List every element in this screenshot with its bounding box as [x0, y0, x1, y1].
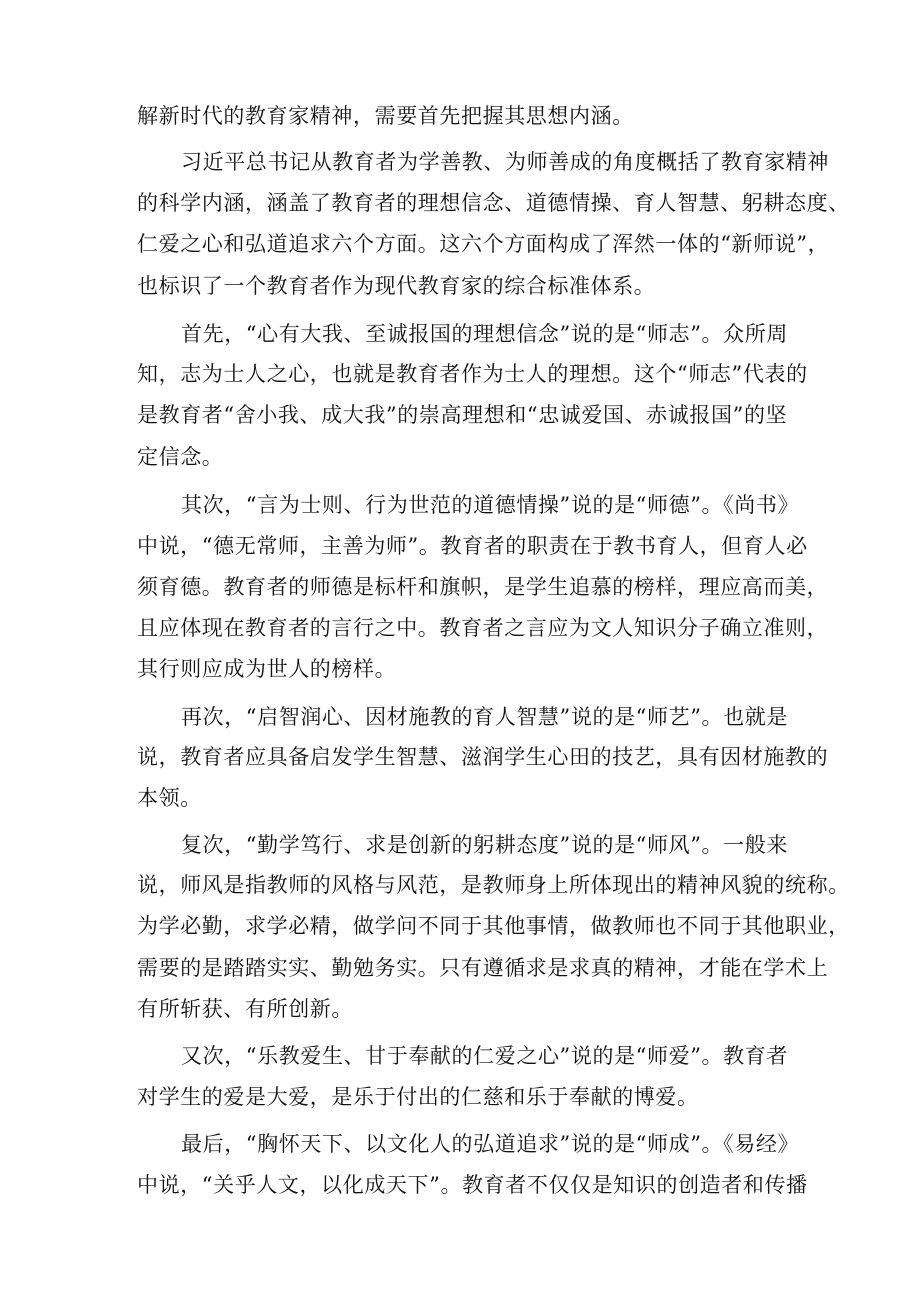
text-line: 为学必勤，求学必精，做学问不同于其他事情，做教师也不同于其他职业，	[137, 914, 850, 938]
text-line: 是教育者“舍小我、成大我”的崇高理想和“忠诚爱国、赤诚报国”的坚	[137, 403, 788, 427]
text-line: 复次，“勤学笃行、求是创新的躬耕态度”说的是“师风”。一般来	[181, 833, 788, 857]
text-line: 对学生的爱是大爱，是乐于付出的仁慈和乐于奉献的博爱。	[137, 1085, 699, 1109]
text-line: 仁爱之心和弘道追求六个方面。这六个方面构成了浑然一体的“新师说”，	[137, 232, 830, 256]
text-line: 说，教育者应具备启发学生智慧、滋润学生心田的技艺，具有因材施教的	[137, 745, 829, 769]
text-line: 其次，“言为士则、行为世范的道德情操”说的是“师德”。《尚书》	[181, 493, 800, 517]
text-line: 首先，“心有大我、至诚报国的理想信念”说的是“师志”。众所周	[181, 322, 788, 346]
text-line: 习近平总书记从教育者为学善教、为师善成的角度概括了教育家精神	[181, 150, 829, 174]
text-line: 须育德。教育者的师德是标杆和旗帜，是学生追慕的榜样，理应高而美，	[137, 575, 829, 599]
text-line: 其行则应成为世人的榜样。	[137, 657, 397, 681]
text-line: 中说，“关乎人文，以化成天下”。教育者不仅仅是知识的创造者和传播	[137, 1173, 808, 1197]
text-line: 解新时代的教育家精神，需要首先把握其思想内涵。	[137, 104, 634, 128]
text-line: 最后，“胸怀天下、以文化人的弘道追求”说的是“师成”。《易经》	[181, 1132, 800, 1156]
text-line: 定信念。	[137, 445, 224, 469]
text-line: 中说，“德无常师，主善为师”。教育者的职责在于教书育人，但育人必	[137, 534, 808, 558]
text-line: 再次，“启智润心、因材施教的育人智慧”说的是“师艺”。也就是	[181, 705, 788, 729]
text-line: 且应体现在教育者的言行之中。教育者之言应为文人知识分子确立准则，	[137, 616, 829, 640]
text-line: 说，师风是指教师的风格与风范，是教师身上所体现出的精神风貌的统称。	[137, 873, 850, 897]
text-line: 本领。	[137, 786, 202, 810]
text-line: 也标识了一个教育者作为现代教育家的综合标准体系。	[137, 274, 656, 298]
text-line: 需要的是踏踏实实、勤勉务实。只有遵循求是求真的精神，才能在学术上	[137, 956, 829, 980]
text-line: 知，志为士人之心，也就是教育者作为士人的理想。这个“师志”代表的	[137, 362, 808, 386]
text-line: 有所斩获、有所创新。	[137, 997, 353, 1021]
text-line: 的科学内涵，涵盖了教育者的理想信念、道德情操、育人智慧、躬耕态度、	[137, 191, 850, 215]
text-line: 又次，“乐教爱生、甘于奉献的仁爱之心”说的是“师爱”。教育者	[181, 1044, 788, 1068]
